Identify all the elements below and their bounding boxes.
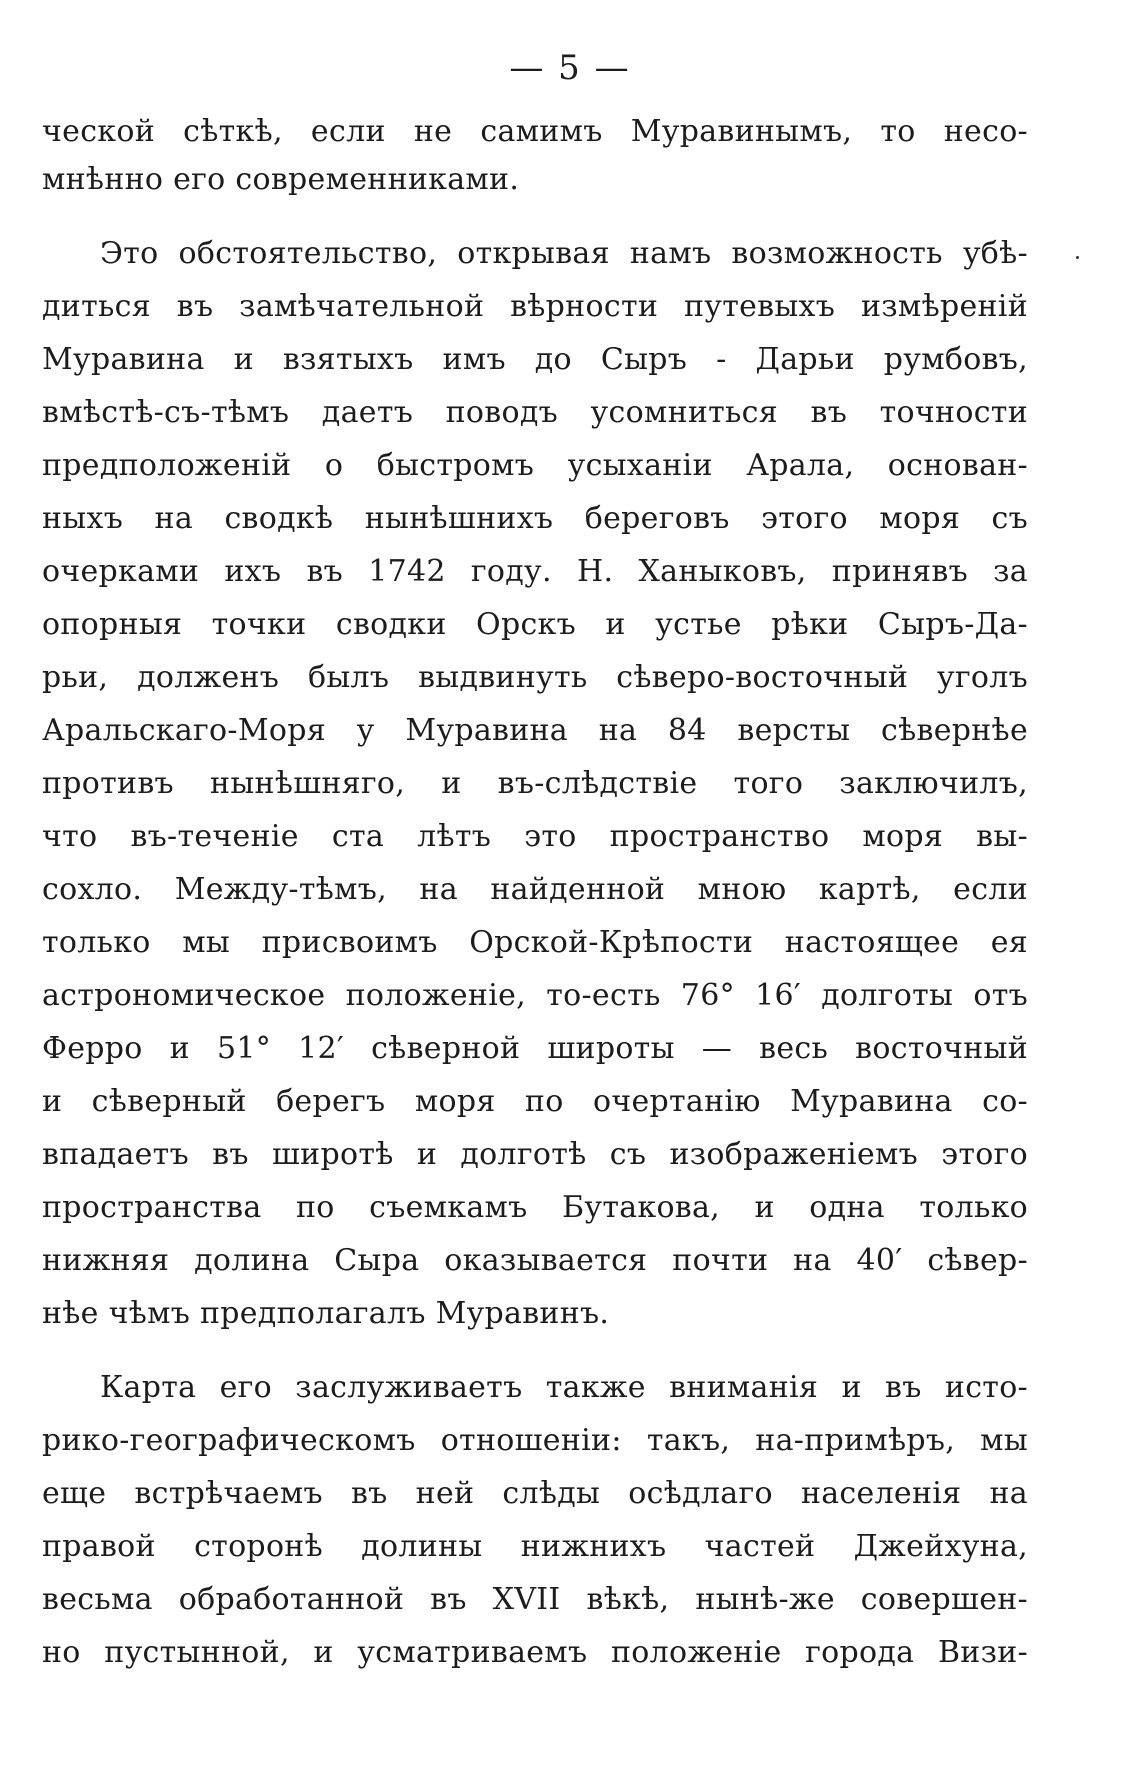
text-line-29: но пустынной, и усматриваемъ положеніе города Визи- <box>42 1635 1028 1670</box>
text-line-17: астрономическое положеніе, то-есть 76° 16′ долготы отъ <box>42 978 1028 1013</box>
text-line-15: сохло. Между-тѣмъ, на найденной мною картѣ, если <box>42 872 1028 907</box>
text-line-10: опорныя точки сводки Орскъ и устье рѣки Сыръ-Да- <box>42 607 1028 642</box>
text-line-12: Аральскаго-Моря у Муравина на 84 версты сѣвернѣе <box>42 713 1028 748</box>
text-line-24: Карта его заслуживаетъ также вниманія и въ исто- <box>100 1370 1028 1405</box>
text-line-21: пространства по съемкамъ Бутакова, и одна только <box>42 1190 1028 1225</box>
text-line-18: Ферро и 51° 12′ сѣверной широты — весь восточный <box>42 1031 1028 1066</box>
text-line-1: ческой сѣткѣ, если не самимъ Муравинымъ, то несо- <box>42 114 1028 149</box>
text-line-16: только мы присвоимъ Орской-Крѣпости настоящее ея <box>42 925 1028 960</box>
text-line-9: очерками ихъ въ 1742 году. Н. Ханыковъ, принявъ за <box>42 554 1028 589</box>
text-line-8: ныхъ на сводкѣ нынѣшнихъ береговъ этого моря съ <box>42 501 1028 536</box>
text-line-27: правой сторонѣ долины нижнихъ частей Джейхуна, <box>42 1529 1028 1564</box>
text-line-23: нѣе чѣмъ предполагалъ Муравинъ. <box>42 1296 610 1331</box>
text-line-25: рико-географическомъ отношеніи: такъ, на-примѣръ, мы <box>42 1423 1028 1458</box>
text-line-4: диться въ замѣчательной вѣрности путевыхъ измѣреній <box>42 289 1028 324</box>
text-line-22: нижняя долина Сыра оказывается почти на 40′ сѣвер- <box>42 1243 1028 1278</box>
text-line-2: мнѣнно его современниками. <box>42 162 520 197</box>
text-line-28: весьма обработанной въ XVII вѣкѣ, нынѣ-же совершен- <box>42 1582 1028 1617</box>
text-line-19: и сѣверный берегъ моря по очертанію Муравина со- <box>42 1084 1028 1119</box>
print-speck <box>1076 256 1079 259</box>
text-line-20: впадаетъ въ широтѣ и долготѣ съ изображеніемъ этого <box>42 1137 1028 1172</box>
text-line-26: еще встрѣчаемъ въ ней слѣды осѣдлаго населенія на <box>42 1476 1028 1511</box>
text-line-14: что въ-теченіе ста лѣтъ это пространство моря вы- <box>42 819 1028 854</box>
text-line-6: вмѣстѣ-съ-тѣмъ даетъ поводъ усомниться въ точности <box>42 395 1028 430</box>
text-line-3: Это обстоятельство, открывая намъ возможность убѣ- <box>100 236 1028 271</box>
page-number: — 5 — <box>509 48 631 88</box>
text-line-13: противъ нынѣшняго, и въ-слѣдствіе того заключилъ, <box>42 766 1028 801</box>
text-line-5: Муравина и взятыхъ имъ до Сыръ - Дарьи румбовъ, <box>42 342 1028 377</box>
text-line-11: рьи, долженъ былъ выдвинуть сѣверо-восточный уголъ <box>42 660 1028 695</box>
text-line-7: предположеній о быстромъ усыханіи Арала, основан- <box>42 448 1028 483</box>
